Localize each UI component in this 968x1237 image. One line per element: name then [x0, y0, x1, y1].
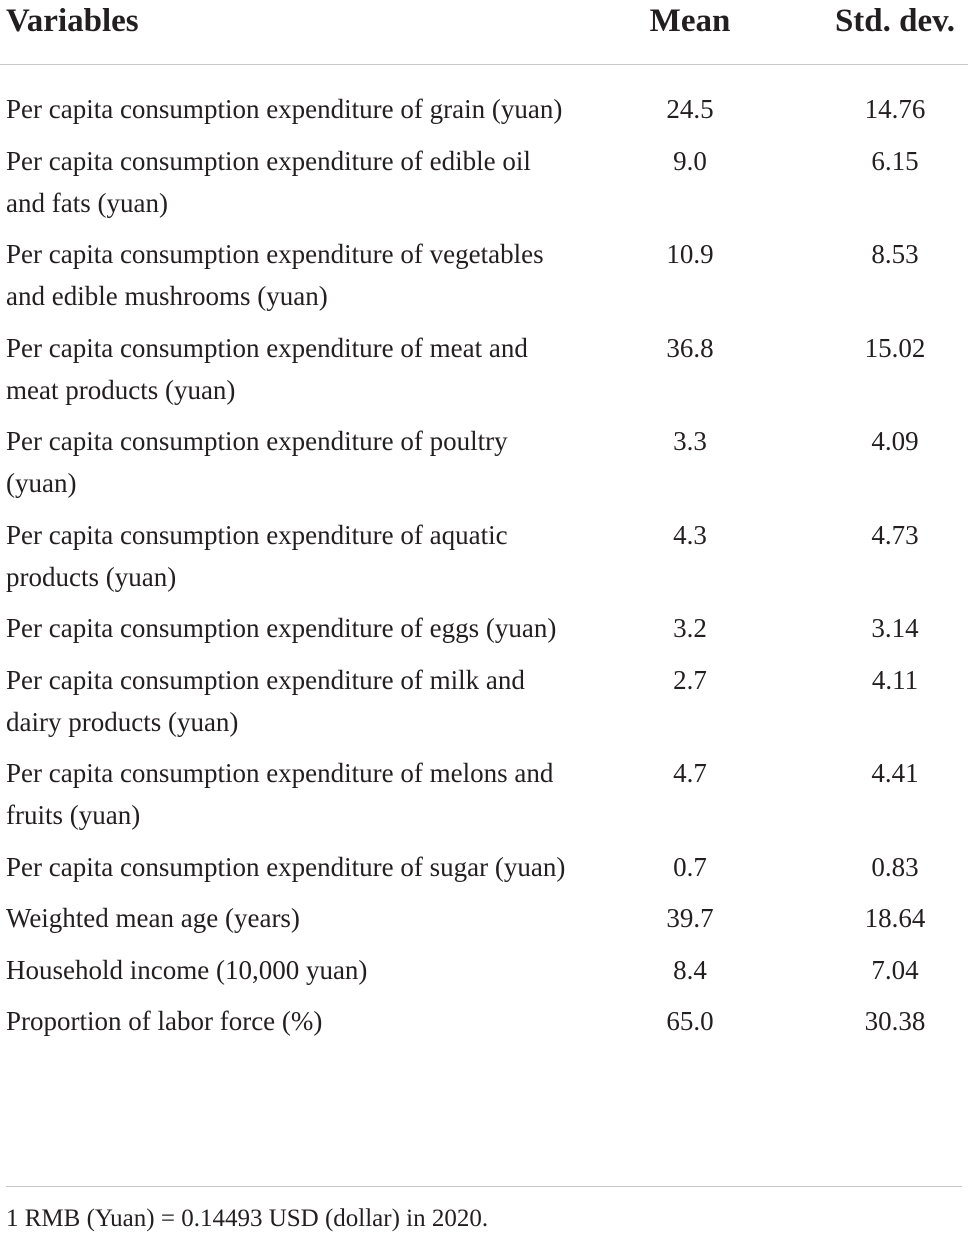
mean-cell: 4.7	[673, 758, 707, 788]
variable-cell: Per capita consumption expenditure of sugar (yuan)	[6, 851, 566, 882]
std-dev-cell: 7.04	[871, 954, 919, 985]
table-row	[0, 88, 968, 130]
mean-cell: 3.2	[673, 613, 707, 643]
mean-cell: 36.8	[666, 332, 714, 363]
table-row	[0, 607, 968, 649]
std-dev-cell: 3.14	[871, 613, 919, 643]
variable-cell: Weighted mean age (years)	[6, 903, 300, 933]
std-dev-cell: 0.83	[871, 851, 919, 882]
variable-cell: Per capita consumption expenditure of aquatic products (yuan)	[6, 519, 508, 592]
table-bottom-rule	[6, 1186, 962, 1187]
mean-cell: 9.0	[673, 145, 707, 176]
mean-cell: 24.5	[666, 94, 714, 124]
variable-cell: Proportion of labor force (%)	[6, 1006, 323, 1036]
variable-cell: Per capita consumption expenditure of edible oil and fats (yuan)	[6, 145, 531, 218]
table-row	[0, 420, 968, 504]
table-row	[0, 1000, 968, 1042]
header-std-dev: Std. dev.	[834, 3, 956, 39]
table-body	[0, 65, 968, 1042]
variable-cell: Per capita consumption expenditure of milk and dairy products (yuan)	[6, 664, 525, 737]
mean-cell: 4.3	[673, 519, 707, 550]
std-dev-cell: 4.11	[871, 664, 919, 695]
variable-cell: Per capita consumption expenditure of poultry (yuan)	[6, 426, 508, 498]
header-mean: Mean	[649, 3, 731, 39]
table-row	[0, 752, 968, 836]
table-row	[0, 846, 968, 888]
std-dev-cell: 30.38	[864, 1006, 926, 1036]
table-row	[0, 949, 968, 991]
mean-cell: 3.3	[673, 426, 707, 456]
std-dev-cell: 14.76	[864, 94, 926, 124]
variable-cell: Per capita consumption expenditure of vegetables and edible mushrooms (yuan)	[6, 239, 544, 311]
std-dev-cell: 4.09	[871, 426, 919, 456]
variable-cell: Per capita consumption expenditure of meat and meat products (yuan)	[6, 332, 528, 405]
std-dev-cell: 15.02	[864, 332, 926, 363]
std-dev-cell: 4.73	[871, 519, 919, 550]
table-row	[0, 897, 968, 939]
mean-cell: 8.4	[673, 954, 707, 985]
std-dev-cell: 8.53	[871, 239, 919, 269]
mean-cell: 0.7	[673, 851, 707, 882]
variable-cell: Per capita consumption expenditure of melons and fruits (yuan)	[6, 758, 554, 830]
mean-cell: 2.7	[673, 664, 707, 695]
table-row	[0, 514, 968, 598]
header-variables: Variables	[6, 3, 139, 39]
table-row	[0, 233, 968, 317]
table-row	[0, 327, 968, 411]
variable-cell: Household income (10,000 yuan)	[6, 954, 368, 985]
table-header	[0, 0, 968, 65]
std-dev-cell: 4.41	[871, 758, 919, 788]
mean-cell: 10.9	[666, 239, 714, 269]
mean-cell: 39.7	[666, 903, 714, 933]
variable-cell: Per capita consumption expenditure of eggs (yuan)	[6, 613, 557, 643]
table-footnote: 1 RMB (Yuan) = 0.14493 USD (dollar) in 2020.	[6, 1205, 489, 1232]
table-row	[0, 659, 968, 743]
variable-cell: Per capita consumption expenditure of grain (yuan)	[6, 94, 563, 124]
std-dev-cell: 6.15	[871, 145, 919, 176]
std-dev-cell: 18.64	[864, 903, 926, 933]
table-row	[0, 140, 968, 224]
mean-cell: 65.0	[666, 1006, 714, 1036]
